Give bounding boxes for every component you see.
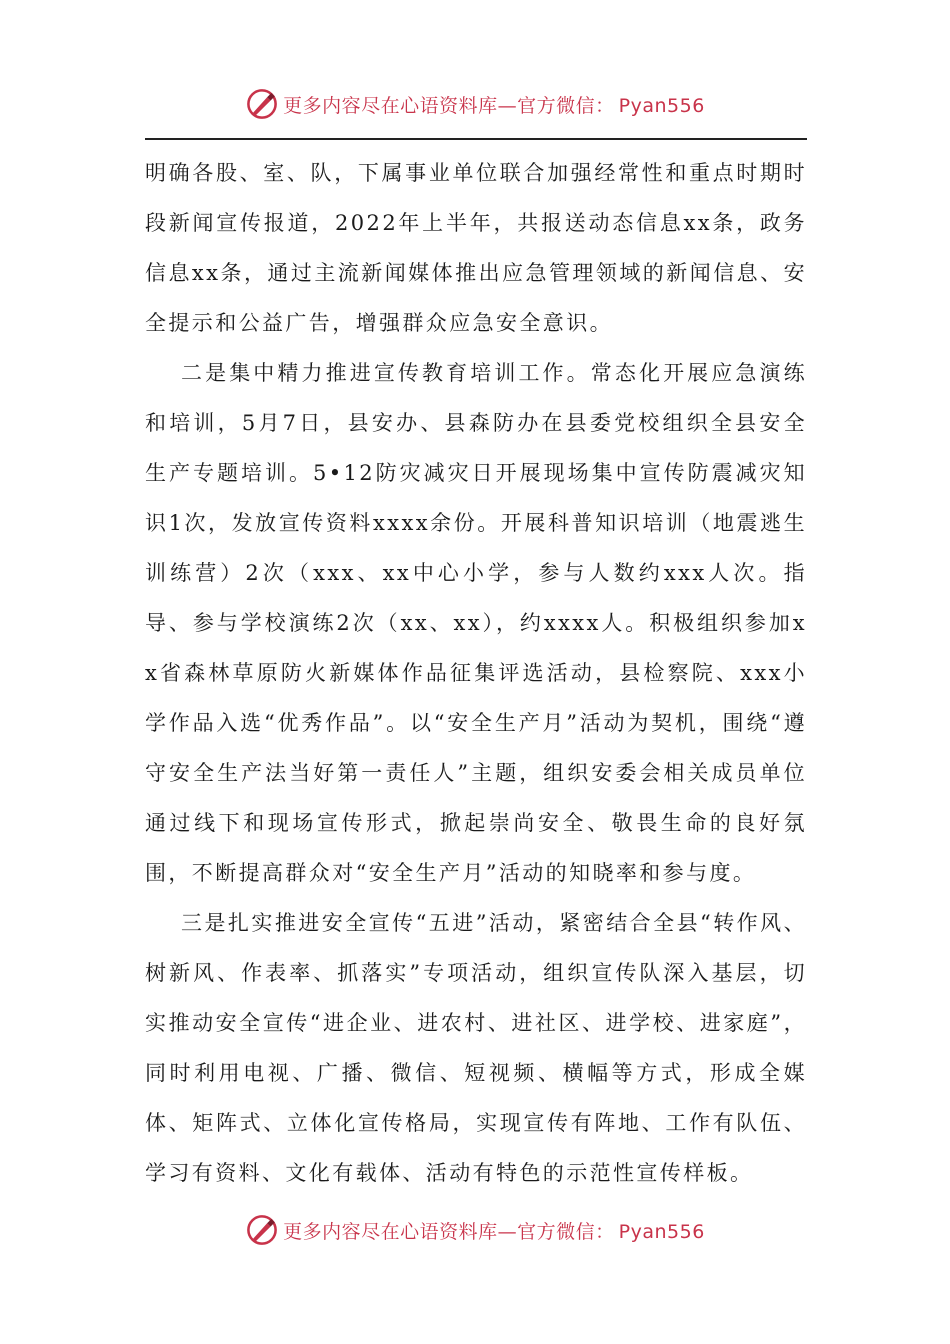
paragraph-3: 三是扎实推进安全宣传“五进”活动，紧密结合全县“转作风、树新风、作表率、抓落实”专项活动，组织宣传队深入基层，切实推动安全宣传“进企业、进农村、进社区、进学校、进家庭”，同时利用电视、广播、微信、短视频、横幅等方式，形成全媒体、矩阵式、立体化宣传格局，实现宣传有阵地、工作有队伍、学习有资料、文化有载体、活动有特色的示范性宣传样板。 — [145, 911, 807, 1185]
paragraph-2: 二是集中精力推进宣传教育培训工作。常态化开展应急演练和培训，5月7日，县安办、县森防办在县委党校组织全县安全生产专题培训。5•12防灾减灾日开展现场集中宣传防震减灾知识1次，发放宣传资料xxxx余份。开展科普知识培训（地震逃生训练营）2次（xxx、xx中心小学，参与人数约xxx人次。指导、参与学校演练2次（xx、xx），约xxxx人。积极组织参加xx省森林草原防火新媒体作品征集评选活动，县检察院、xxx小学作品入选“优秀作品”。以“安全生产月”活动为契机，围绕“遵守安全生产法当好第一责任人”主题，组织安委会相关成员单位通过线下和现场宣传形式，掀起崇尚安全、敬畏生命的良好氛围，不断提高群众对“安全生产月”活动的知晓率和参与度。 — [145, 361, 807, 885]
header-divider — [145, 138, 807, 140]
footer-banner-label: 更多内容尽在心语资料库—官方微信： — [283, 1220, 615, 1243]
footer-banner-text — [283, 1217, 705, 1244]
pen-logo-icon — [245, 1213, 279, 1247]
header-banner-text — [283, 91, 705, 118]
header-banner-handle: Pyan556 — [618, 94, 705, 117]
paragraph-1: 明确各股、室、队，下属事业单位联合加强经常性和重点时期时段新闻宣传报道，2022年上半年，共报送动态信息xx条，政务信息xx条，通过主流新闻媒体推出应急管理领域的新闻信息、安全提示和公益广告，增强群众应急安全意识。 — [145, 161, 807, 335]
header-banner — [0, 84, 950, 124]
pen-logo-icon — [245, 87, 279, 121]
document-body — [145, 148, 807, 1198]
footer-banner-handle: Pyan556 — [618, 1220, 705, 1243]
header-banner-label: 更多内容尽在心语资料库—官方微信： — [283, 94, 615, 117]
footer-banner — [0, 1210, 950, 1250]
